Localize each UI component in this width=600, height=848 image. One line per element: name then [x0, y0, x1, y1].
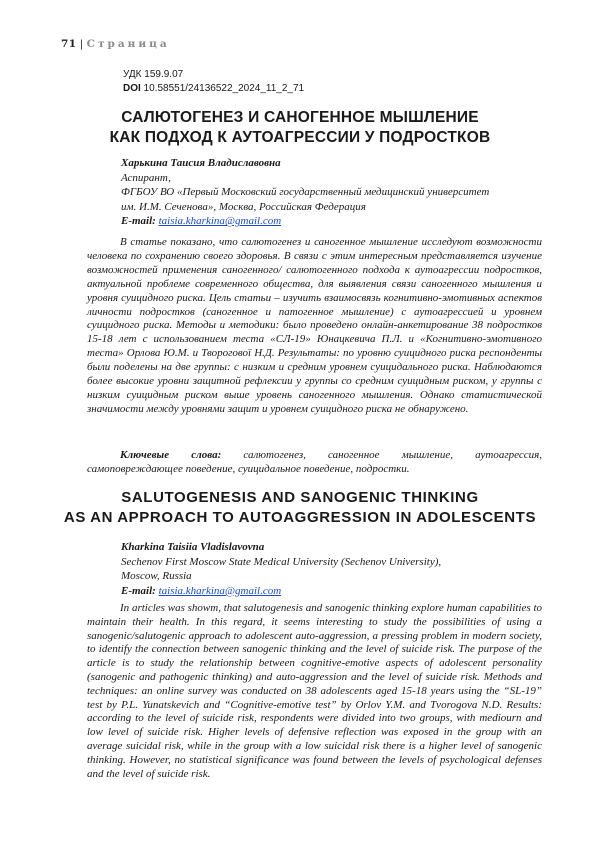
page-header	[61, 38, 170, 50]
author-position-ru: Аспирант,	[121, 171, 171, 184]
email-label-en: E-mail:	[121, 584, 159, 597]
page-number: 71	[61, 38, 77, 50]
udk-code: УДК 159.9.07	[123, 69, 184, 80]
keywords-label-ru: Ключевые слова:	[120, 449, 222, 461]
email-label-ru: E-mail:	[121, 215, 159, 228]
keywords-text-ru: салютогенез, саногенное мышление, аутоагрессия, самоповреждающее поведение, суицидальное поведение, подростки.	[87, 449, 542, 475]
email-line-ru	[121, 214, 551, 229]
affiliation-en-line2: Moscow, Russia	[121, 570, 192, 583]
abstract-ru	[87, 236, 542, 417]
email-line-en	[121, 584, 551, 599]
abstract-ru-text: В статье показано, что салютогенез и саногенное мышление исследуют возможности человека по сохранению своего здоровья. В связи с этим интересным представляется изучение возможностей применения саногенного/ салютогенного подхода к аутоагрессии подростков, актуальной проблеме современного общества, для выявления связи саногенного мышления и уровня суицидного риска. Цель статьи – изучить взаимосвязь когнитивно-эмотивных аспектов личности подростков (саногенное и патогенное мышление) с аутоагрессией и уровнем суицидного риска. Методы и методики: было проведено онлайн-анкетирование 38 подростков 15-18 лет с использованием теста «СЛ-19» Юнацкевича П.Л. и «Когнитивно-эмотивного теста» Орлова Ю.М. и Творогової Н.Д. Результаты: по уровню суицидного риска респонденты были поделены на две группы: с низким и средним уровнем суицидального риска. Наблюдаются более высокие уровни защитной рефлексии у группы со средним суицидным риском, у группы с низким суицидным риском выше уровень саногенного мышления. Однако статистической значимости между уровнями защит и уровнем суицидного риска не обнаружено.	[87, 236, 542, 415]
title-en	[60, 488, 540, 528]
abstract-en	[87, 602, 542, 781]
title-ru-line2: КАК ПОДХОД К АУТОАГРЕССИИ У ПОДРОСТКОВ	[109, 129, 491, 146]
title-ru	[60, 108, 540, 148]
title-en-line2: AS AN APPROACH TO AUTOAGGRESSION IN ADOLESCENTS	[63, 509, 537, 526]
doi-label: DOI	[123, 83, 141, 94]
abstract-en-text: In articles was showm, that salutogenesis and sanogenic thinking explore human capabilities to maintain their health. In this regard, it seems interesting to study the possibilities of using a sanogenic/salutogenic approach to adolescent auto-aggression, a pressing problem in modern society, to identify the connection between sanogenic thinking and the level of suicide risk. The purpose of the article is to study the relationship between cognitive-emotive aspects of adolescent personality (sanogenic and pathogenic thinking) and auto-aggression and the level of suicide risk. Methods and techniques: an online survey was conducted on 38 adolescents aged 15-18 years using the “SL-19” test by P.L. Yunatskevich and “Cognitive-emotive test” by Orlov Y.M. and Tvorogova N.D. Results: according to the level of suicide risk, respondents were divided into two groups, with mediourn and low level of suicide risk. Higher levels of defensive reflection was exposed in the group with an average suicidal risk, while in the group with a low suicidal risk there is a higher level of sanogenic thinking. However, no statistical significance was found between the levels of psychological defenses and the level of suicide risk.	[87, 602, 542, 780]
doi	[123, 83, 304, 94]
keywords-ru	[87, 448, 542, 476]
doi-value: 10.58551/24136522_2024_11_2_71	[140, 83, 305, 94]
affiliation-ru-line2: им. И.М. Сеченова», Москва, Российская Федерация	[121, 200, 366, 213]
header-separator: |	[79, 38, 84, 50]
email-link-en[interactable]: taisia.kharkina@gmail.com	[158, 584, 282, 597]
affiliation-en-line1: Sechenov First Moscow State Medical University (Sechenov University),	[121, 555, 442, 568]
author-name-en: Kharkina Taisiia Vladislavovna	[121, 541, 265, 553]
header-word: Страница	[86, 38, 170, 50]
title-ru-line1: САЛЮТОГЕНЕЗ И САНОГЕННОЕ МЫШЛЕНИЕ	[121, 109, 479, 126]
affiliation-ru-line1: ФГБОУ ВО «Первый Московский государственный медицинский университет	[121, 186, 490, 199]
email-link-ru[interactable]: taisia.kharkina@gmail.com	[158, 215, 282, 228]
author-block-ru	[121, 156, 551, 229]
title-en-line1: SALUTOGENESIS AND SANOGENIC THINKING	[121, 489, 479, 506]
author-block-en	[121, 540, 551, 598]
author-name-ru: Харькина Таисия Владиславовна	[121, 157, 281, 169]
